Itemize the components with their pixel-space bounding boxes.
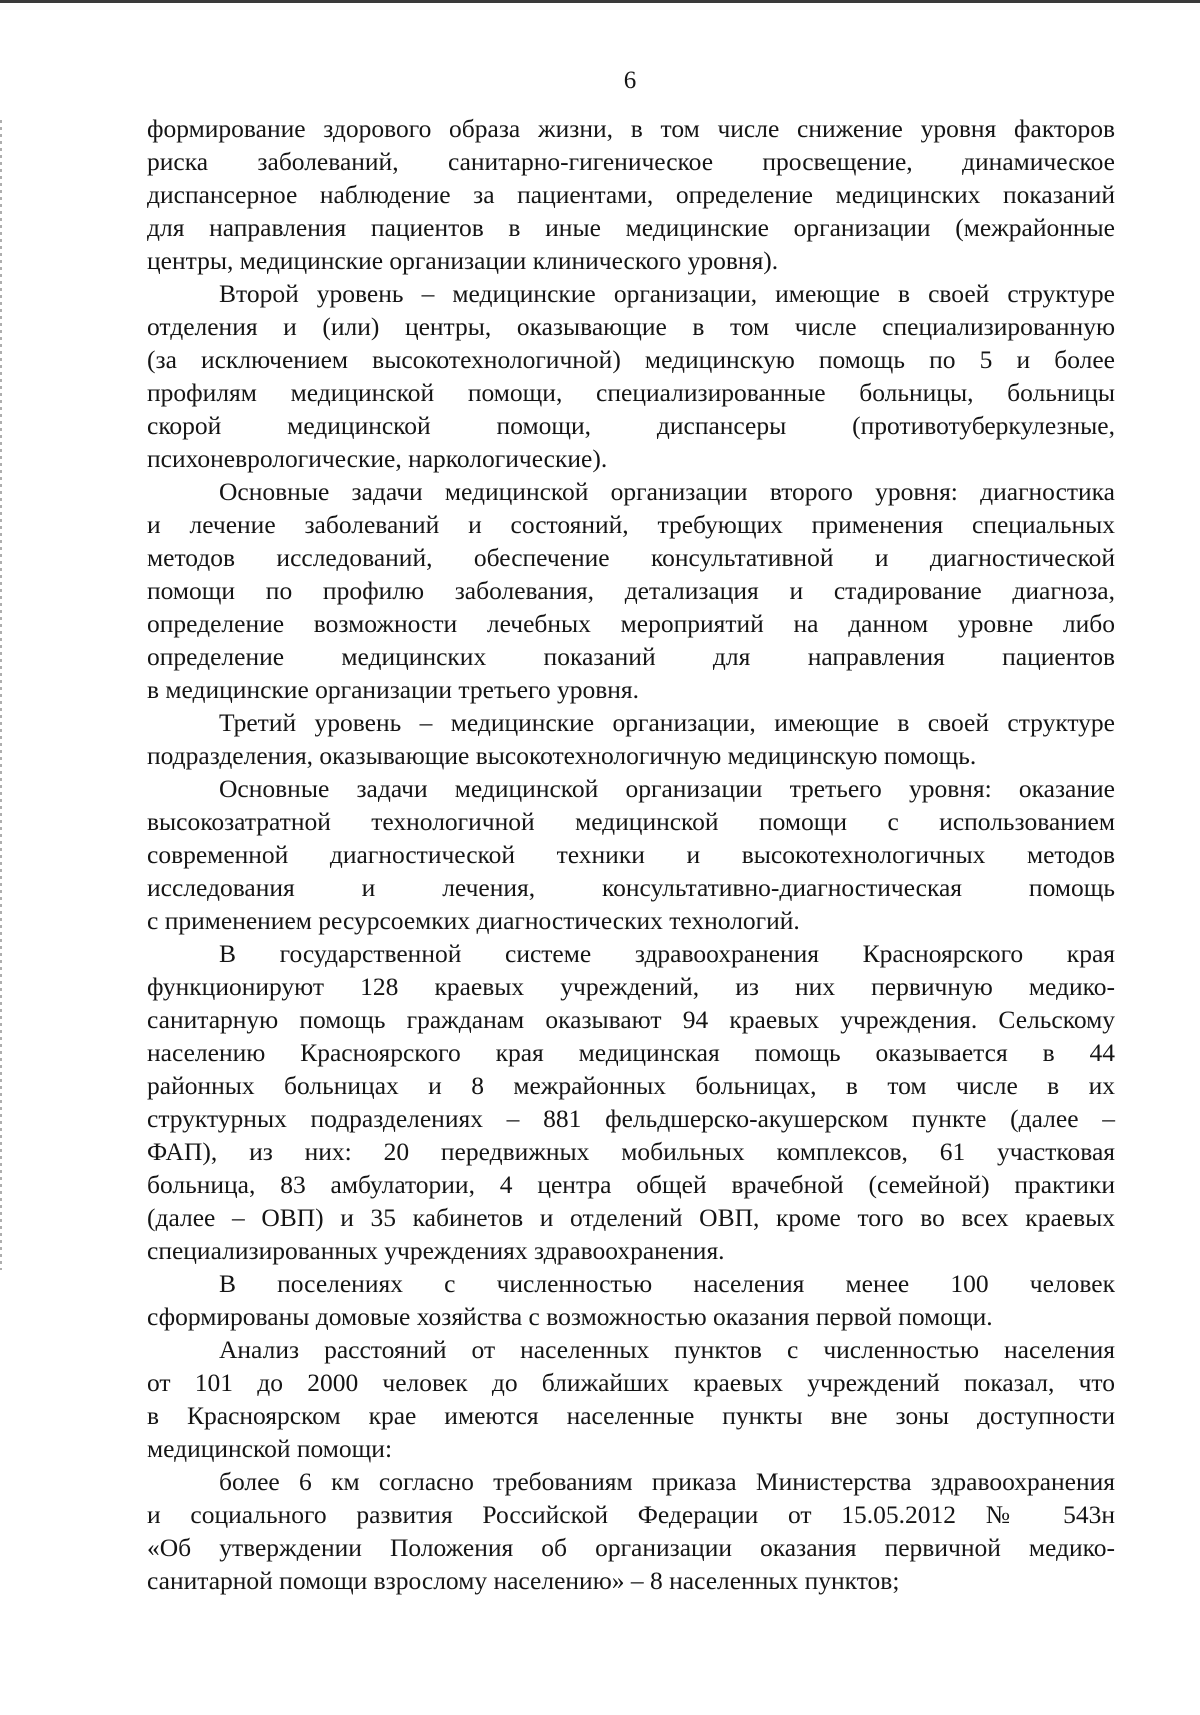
scan-binding-margin — [0, 120, 2, 1270]
text-line: для направления пациентов в иные медицинские организации (межрайонные — [147, 213, 1115, 242]
text-line: сформированы домовые хозяйства с возможностью оказания первой помощи. — [147, 1302, 993, 1331]
text-line: Второй уровень – медицинские организации, имеющие в своей структуре — [219, 279, 1115, 308]
text-line: Основные задачи медицинской организации третьего уровня: оказание — [219, 774, 1115, 803]
text-line: Анализ расстояний от населенных пунктов с численностью населения — [219, 1335, 1115, 1364]
paragraph — [147, 937, 1115, 1267]
text-line: диспансерное наблюдение за пациентами, определение медицинских показаний — [147, 180, 1115, 209]
text-line: и социального развития Российской Федерации от 15.05.2012 № 543н — [147, 1500, 1115, 1529]
text-line: в медицинские организации третьего уровня. — [147, 675, 640, 704]
text-line: современной диагностической техники и высокотехнологичных методов — [147, 840, 1115, 869]
text-line: В государственной системе здравоохранения Красноярского края — [219, 939, 1115, 968]
text-line: с применением ресурсоемких диагностических технологий. — [147, 906, 800, 935]
text-line: медицинской помощи: — [147, 1434, 393, 1463]
paragraph — [147, 1465, 1115, 1597]
text-line: и лечение заболеваний и состояний, требующих применения специальных — [147, 510, 1115, 539]
text-line: в Красноярском крае имеются населенные пункты вне зоны доступности — [147, 1401, 1115, 1430]
paragraph — [147, 1267, 1115, 1333]
text-line: районных больницах и 8 межрайонных больницах, в том числе в их — [147, 1071, 1115, 1100]
text-line: от 101 до 2000 человек до ближайших краевых учреждений показал, что — [147, 1368, 1115, 1397]
text-line: помощи по профилю заболевания, детализация и стадирование диагноза, — [147, 576, 1115, 605]
text-line: определение возможности лечебных мероприятий на данном уровне либо — [147, 609, 1115, 638]
document-body — [147, 112, 1115, 1597]
text-line: формирование здорового образа жизни, в том числе снижение уровня факторов — [147, 114, 1115, 143]
text-line: В поселениях с численностью населения менее 100 человек — [219, 1269, 1115, 1298]
text-line: подразделения, оказывающие высокотехнологичную медицинскую помощь. — [147, 741, 977, 770]
text-line: специализированных учреждениях здравоохранения. — [147, 1236, 725, 1265]
text-line: санитарную помощь гражданам оказывают 94 краевых учреждения. Сельскому — [147, 1005, 1115, 1034]
text-line: риска заболеваний, санитарно-гигеническое просвещение, динамическое — [147, 147, 1115, 176]
text-line: структурных подразделениях – 881 фельдшерско-акушерском пункте (далее – — [147, 1104, 1115, 1133]
page-number: 6 — [623, 67, 637, 94]
text-line: скорой медицинской помощи, диспансеры (противотуберкулезные, — [147, 411, 1115, 440]
text-line: Основные задачи медицинской организации второго уровня: диагностика — [219, 477, 1115, 506]
text-line: Третий уровень – медицинские организации, имеющие в своей структуре — [219, 708, 1115, 737]
text-line: высокозатратной технологичной медицинской помощи с использованием — [147, 807, 1115, 836]
text-line: ФАП), из них: 20 передвижных мобильных комплексов, 61 участковая — [147, 1137, 1115, 1166]
scan-top-edge — [0, 0, 1200, 3]
text-line: психоневрологические, наркологические). — [147, 444, 608, 473]
text-line: (за исключением высокотехнологичной) медицинскую помощь по 5 и более — [147, 345, 1115, 374]
text-line: более 6 км согласно требованиям приказа Министерства здравоохранения — [219, 1467, 1115, 1496]
paragraph — [147, 112, 1115, 277]
paragraph — [147, 772, 1115, 937]
text-line: санитарной помощи взрослому населению» – 8 населенных пунктов; — [147, 1566, 900, 1595]
text-line: функционируют 128 краевых учреждений, из них первичную медико- — [147, 972, 1115, 1001]
text-line: «Об утверждении Положения об организации оказания первичной медико- — [147, 1533, 1115, 1562]
paragraph — [147, 706, 1115, 772]
text-line: (далее – ОВП) и 35 кабинетов и отделений ОВП, кроме того во всех краевых — [147, 1203, 1115, 1232]
paragraph — [147, 1333, 1115, 1465]
text-line: больница, 83 амбулатории, 4 центра общей врачебной (семейной) практики — [147, 1170, 1115, 1199]
text-line: центры, медицинские организации клинического уровня). — [147, 246, 779, 275]
paragraph — [147, 475, 1115, 706]
text-line: исследования и лечения, консультативно-диагностическая помощь — [147, 873, 1115, 902]
text-line: отделения и (или) центры, оказывающие в том числе специализированную — [147, 312, 1115, 341]
text-line: определение медицинских показаний для направления пациентов — [147, 642, 1115, 671]
text-line: методов исследований, обеспечение консультативной и диагностической — [147, 543, 1115, 572]
text-line: населению Красноярского края медицинская помощь оказывается в 44 — [147, 1038, 1115, 1067]
paragraph — [147, 277, 1115, 475]
text-line: профилям медицинской помощи, специализированные больницы, больницы — [147, 378, 1115, 407]
